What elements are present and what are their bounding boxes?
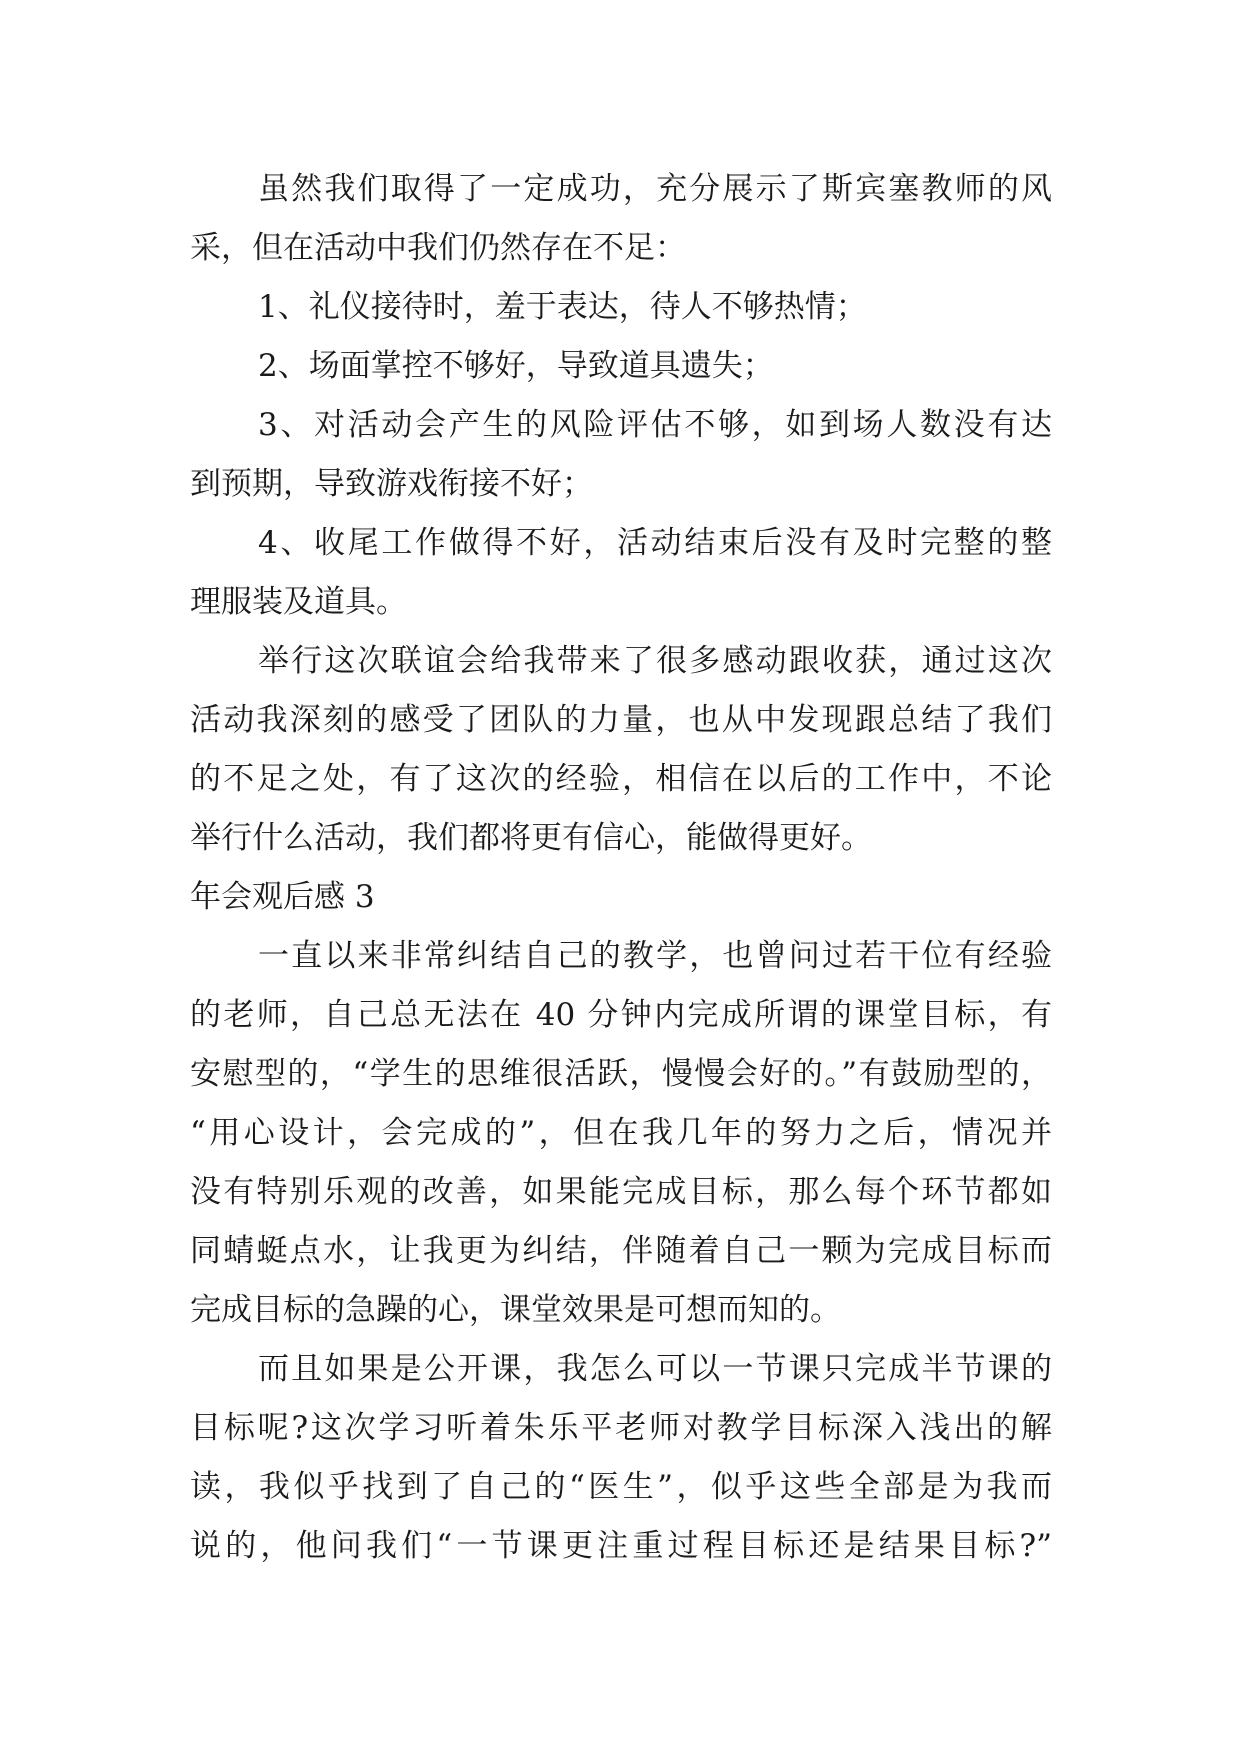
document-body — [190, 160, 1052, 1576]
paragraph-line: 读，我似乎找到了自己的“医生”，似乎这些全部是为我而 — [190, 1469, 1052, 1505]
section-heading: 年会观后感 3 — [190, 879, 375, 915]
list-item: 2、场面掌控不够好，导致道具遗失； — [258, 348, 774, 384]
paragraph-line: 没有特别乐观的改善，如果能完成目标，那么每个环节都如 — [190, 1174, 1052, 1210]
paragraph-line: 的不足之处，有了这次的经验，相信在以后的工作中，不论 — [190, 761, 1052, 797]
list-item-continuation: 理服装及道具。 — [190, 584, 407, 620]
paragraph-line: 同蜻蜓点水，让我更为纠结，伴随着自己一颗为完成目标而 — [190, 1233, 1052, 1269]
paragraph-line: 活动我深刻的感受了团队的力量，也从中发现跟总结了我们 — [190, 702, 1052, 738]
paragraph-line: 采，但在活动中我们仍然存在不足： — [190, 230, 686, 266]
paragraph-line: 完成目标的急躁的心，课堂效果是可想而知的。 — [190, 1292, 841, 1328]
paragraph-line: 目标呢?这次学习听着朱乐平老师对教学目标深入浅出的解 — [190, 1410, 1052, 1446]
list-item: 4、收尾工作做得不好，活动结束后没有及时完整的整 — [258, 525, 1052, 561]
list-item: 3、对活动会产生的风险评估不够，如到场人数没有达 — [258, 407, 1052, 443]
paragraph-line: 而且如果是公开课，我怎么可以一节课只完成半节课的 — [258, 1351, 1052, 1387]
paragraph-line: 举行什么活动，我们都将更有信心，能做得更好。 — [190, 820, 872, 856]
paragraph-line: 举行这次联谊会给我带来了很多感动跟收获，通过这次 — [258, 643, 1052, 679]
paragraph-line: 一直以来非常纠结自己的教学，也曾问过若干位有经验 — [258, 938, 1052, 974]
paragraph-line: “用心设计，会完成的”，但在我几年的努力之后，情况并 — [190, 1115, 1052, 1151]
paragraph-line: 的老师，自己总无法在 40 分钟内完成所谓的课堂目标，有 — [190, 997, 1052, 1033]
paragraph-line: 虽然我们取得了一定成功，充分展示了斯宾塞教师的风 — [258, 171, 1052, 207]
list-item-continuation: 到预期，导致游戏衔接不好； — [190, 466, 593, 502]
list-item: 1、礼仪接待时，羞于表达，待人不够热情； — [258, 289, 867, 325]
paragraph-line: 说的，他问我们“一节课更注重过程目标还是结果目标?” — [190, 1528, 1052, 1564]
paragraph-line: 安慰型的，“学生的思维很活跃，慢慢会好的。”有鼓励型的， — [190, 1056, 1052, 1092]
